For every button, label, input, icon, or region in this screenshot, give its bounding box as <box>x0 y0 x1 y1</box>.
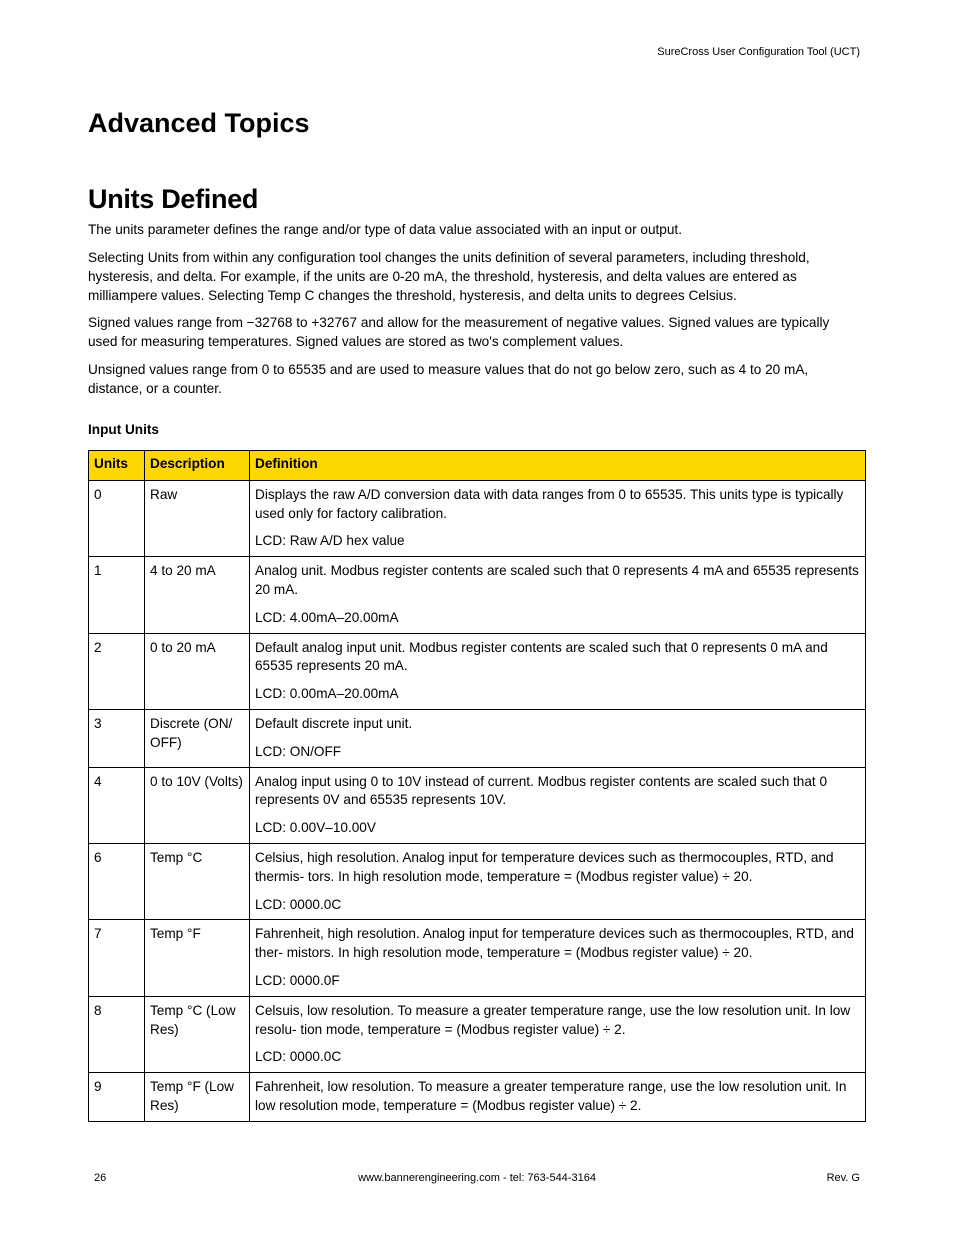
definition-cell <box>250 1073 866 1122</box>
lcd-text: LCD: 0000.0C <box>255 1049 342 1065</box>
units-cell: 1 <box>89 557 145 633</box>
section-title: Advanced Topics <box>88 108 310 138</box>
definition-cell <box>250 843 866 919</box>
description-cell: Discrete (ON/ OFF) <box>145 709 250 767</box>
description-cell: 0 to 10V (Volts) <box>145 767 250 843</box>
definition-cell <box>250 920 866 996</box>
footer-contact: www.bannerengineering.com - tel: 763-544-3164 <box>358 1172 596 1184</box>
definition-cell <box>250 480 866 556</box>
definition-cell <box>250 709 866 767</box>
units-cell: 6 <box>89 843 145 919</box>
table-title: Input Units <box>88 422 159 437</box>
table-row <box>89 843 866 919</box>
paragraph: The units parameter defines the range and/or type of data value associated with an input or output. <box>88 222 682 237</box>
definition-text: Fahrenheit, low resolution. To measure a greater temperature range, use the low resolution unit. In low resolution mode, temperature = (Modbus register value) ÷ 2. <box>255 1079 847 1113</box>
units-cell: 4 <box>89 767 145 843</box>
lcd-text: LCD: ON/OFF <box>255 743 342 759</box>
table-row <box>89 1073 866 1122</box>
lcd-text: LCD: 4.00mA–20.00mA <box>255 609 399 625</box>
table-row <box>89 557 866 633</box>
table-row <box>89 480 866 556</box>
column-header-description: Description <box>145 451 250 481</box>
definition-text: Default discrete input unit. <box>255 715 413 731</box>
lcd-text: LCD: 0.00V–10.00V <box>255 820 376 836</box>
description-cell: Temp °C (Low Res) <box>145 996 250 1072</box>
definition-text: Celsuis, low resolution. To measure a greater temperature range, use the low resolution unit. In low resolu- tion mode, temperature = (Modbus register value) ÷ 2. <box>255 1002 851 1037</box>
input-units-table <box>88 450 866 1122</box>
lcd-text: LCD: 0000.0F <box>255 972 340 988</box>
description-cell: Temp °F <box>145 920 250 996</box>
units-cell: 8 <box>89 996 145 1072</box>
units-cell: 3 <box>89 709 145 767</box>
table-row <box>89 996 866 1072</box>
description-cell: 4 to 20 mA <box>145 557 250 633</box>
lcd-text: LCD: Raw A/D hex value <box>255 533 405 549</box>
paragraph: Unsigned values range from 0 to 65535 and are used to measure values that do not go below zero, such as 4 to 20 mA, distance, or a counter. <box>88 362 809 396</box>
lcd-text: LCD: 0.00mA–20.00mA <box>255 686 399 702</box>
definition-cell <box>250 996 866 1072</box>
definition-cell <box>250 633 866 709</box>
description-cell: Temp °F (Low Res) <box>145 1073 250 1122</box>
definition-text: Analog input using 0 to 10V instead of current. Modbus register contents are scaled such that 0 represents 0V and 65535 represents 10V. <box>255 773 828 808</box>
page-number: 26 <box>94 1172 107 1184</box>
paragraph: Selecting Units from within any configuration tool changes the units definition of several parameters, including threshold, hysteresis, and delta. For example, if the units are 0-20 mA, the threshold, hysteresis, and delta values are entered as milliampere values. Selecting Temp C changes the threshold, hysteresis, and delta units to degrees Celsius. <box>88 250 810 303</box>
column-header-definition: Definition <box>250 451 866 481</box>
definition-text: Celsius, high resolution. Analog input for temperature devices such as thermocouples, RTD, and thermis- tors. In high resolution mode, temperature = (Modbus register value) ÷ 20. <box>255 849 834 884</box>
description-cell: Temp °C <box>145 843 250 919</box>
units-cell: 2 <box>89 633 145 709</box>
units-cell: 7 <box>89 920 145 996</box>
definition-cell <box>250 767 866 843</box>
definition-text: Fahrenheit, high resolution. Analog input for temperature devices such as thermocouples, RTD, and ther- mistors. In high resolution mode, temperature = (Modbus register value) ÷ 20. <box>255 926 854 961</box>
definition-text: Default analog input unit. Modbus register contents are scaled such that 0 represents 0 mA and 65535 represents 20 mA. <box>255 639 828 674</box>
document-title: SureCross User Configuration Tool (UCT) <box>657 46 860 58</box>
lcd-text: LCD: 0000.0C <box>255 896 342 912</box>
table-header-row <box>89 451 866 481</box>
table-row <box>89 633 866 709</box>
definition-text: Displays the raw A/D conversion data with data ranges from 0 to 65535. This units type is typically used only for factory calibration. <box>255 486 844 521</box>
table-row <box>89 920 866 996</box>
table-row <box>89 767 866 843</box>
units-cell: 9 <box>89 1073 145 1122</box>
definition-text: Analog unit. Modbus register contents are scaled such that 0 represents 4 mA and 65535 represents 20 mA. <box>255 563 859 597</box>
column-header-units: Units <box>89 451 145 481</box>
paragraph: Signed values range from −32768 to +32767 and allow for the measurement of negative values. Signed values are typically used for measuring temperatures. Signed values are stored as two's complement values. <box>88 315 830 349</box>
table-row <box>89 709 866 767</box>
description-cell: 0 to 20 mA <box>145 633 250 709</box>
footer-revision: Rev. G <box>826 1172 860 1184</box>
subsection-title: Units Defined <box>88 184 259 214</box>
units-cell: 0 <box>89 480 145 556</box>
definition-cell <box>250 557 866 633</box>
description-cell: Raw <box>145 480 250 556</box>
